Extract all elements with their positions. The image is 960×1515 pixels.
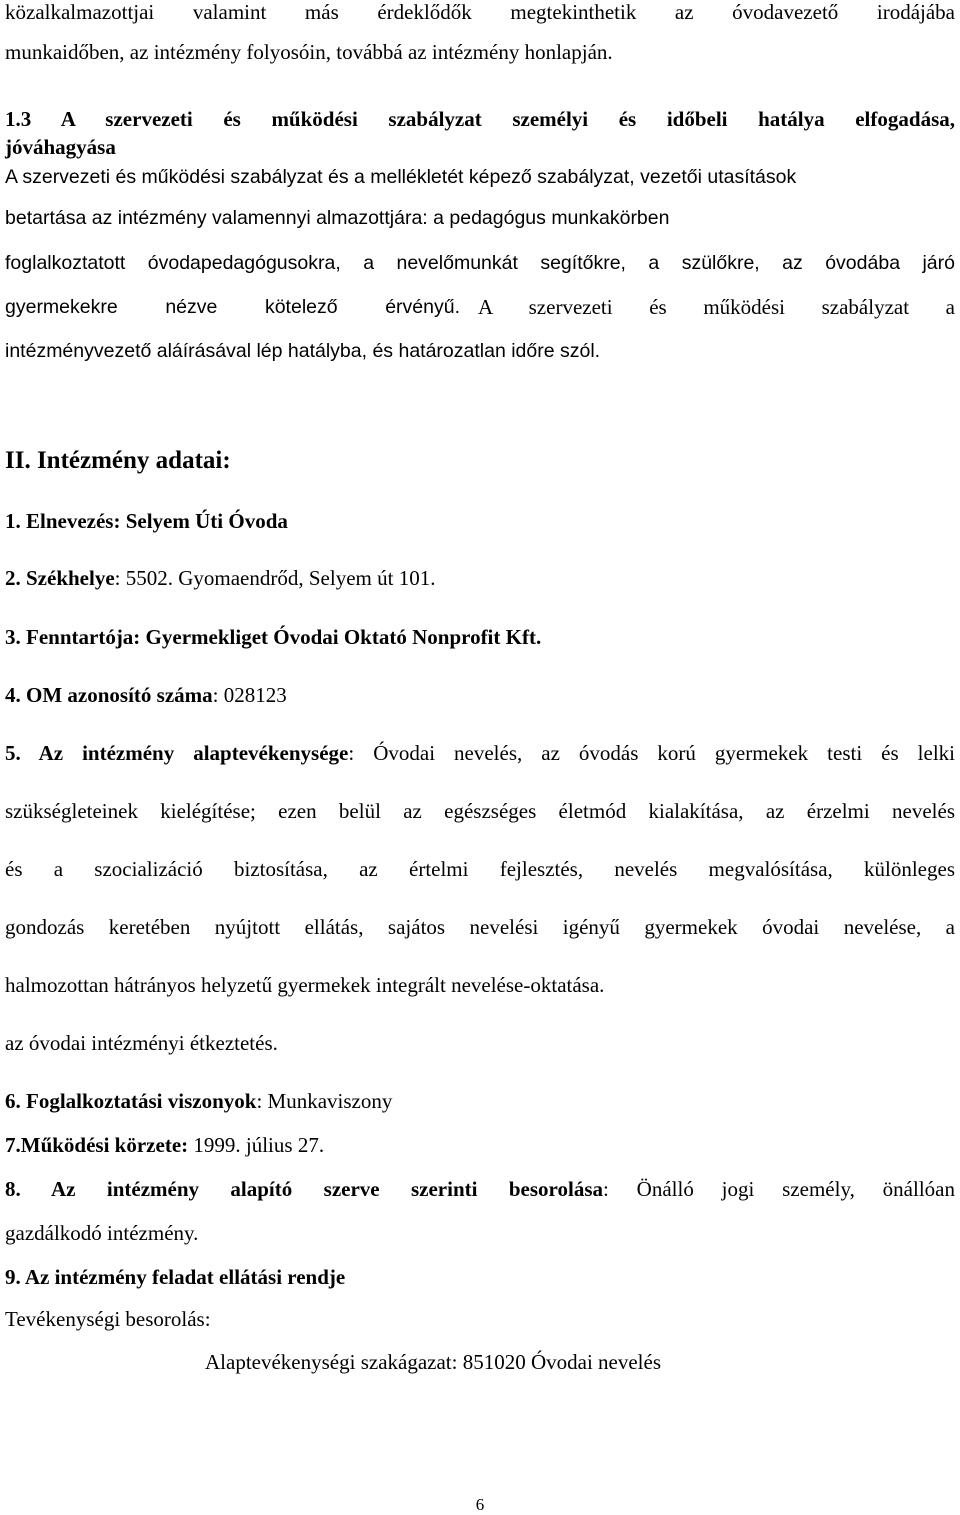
item-value: 1999. július 27. bbox=[188, 1133, 325, 1157]
paragraph-line: gondozás keretében nyújtott ellátás, sajátos nevelési igényű gyermekek óvodai nevelése, a bbox=[5, 915, 955, 939]
item-value: : 028123 bbox=[212, 683, 287, 707]
section-1-3-heading-cont: jóváhagyása bbox=[5, 135, 116, 159]
page-number: 6 bbox=[475, 1495, 485, 1514]
section-1-3-heading: 1.3 A szervezeti és működési szabályzat személyi és időbeli hatálya elfogadása, bbox=[5, 107, 955, 131]
item-8 bbox=[5, 1177, 955, 1201]
paragraph-line: intézményvezető aláírásával lép hatályba, és határozatlan időre szól. bbox=[5, 340, 601, 362]
paragraph-fragment: gyermekekre nézve kötelező érvényű. bbox=[5, 296, 460, 318]
item-6 bbox=[5, 1089, 955, 1113]
paragraph-fragment: A szervezeti és működési szabályzat a bbox=[478, 295, 955, 319]
paragraph-line: halmozottan hátrányos helyzetű gyermekek integrált nevelése-oktatása. bbox=[5, 973, 605, 997]
item-label: 6. Foglalkoztatási viszonyok bbox=[5, 1089, 257, 1113]
item-label: 5. Az intézmény alaptevékenysége bbox=[5, 741, 349, 765]
item-9: 9. Az intézmény feladat ellátási rendje bbox=[5, 1265, 346, 1289]
paragraph-line: foglalkoztatott óvodapedagógusokra, a nevelőmunkát segítőkre, a szülőkre, az óvodába járó bbox=[5, 252, 955, 274]
intro-line-1: közalkalmazottjai valamint más érdeklődők megtekinthetik az óvodavezető irodájába bbox=[5, 0, 955, 24]
item-value: : Munkaviszony bbox=[256, 1089, 393, 1113]
item-label: 8. Az intézmény alapító szerve szerinti besorolása bbox=[5, 1177, 603, 1201]
item-5 bbox=[5, 741, 955, 765]
item-label: 7.Működési körzete: bbox=[5, 1133, 189, 1157]
item-value: : 5502. Gyomaendrőd, Selyem út 101. bbox=[114, 566, 436, 590]
item-label: 4. OM azonosító száma bbox=[5, 683, 213, 707]
item-value: : Önálló jogi személy, önállóan bbox=[603, 1177, 955, 1201]
paragraph-line: A szervezeti és működési szabályzat és a mellékletét képező szabályzat, vezetői utasítások bbox=[5, 166, 797, 188]
item-2 bbox=[5, 566, 955, 590]
intro-line-2: munkaidőben, az intézmény folyosóin, továbbá az intézmény honlapján. bbox=[5, 40, 613, 64]
item-4 bbox=[5, 683, 955, 707]
item-value: : Óvodai nevelés, az óvodás korú gyermekek testi és lelki bbox=[348, 741, 955, 765]
paragraph-line: szükségleteinek kielégítése; ezen belül az egészséges életmód kialakítása, az érzelmi nevelés bbox=[5, 799, 955, 823]
item-value: : Selyem Úti Óvoda bbox=[113, 509, 288, 533]
section-2-title: II. Intézmény adatai: bbox=[5, 447, 231, 474]
item-1 bbox=[5, 509, 955, 533]
item-3: 3. Fenntartója: Gyermekliget Óvodai Oktató Nonprofit Kft. bbox=[5, 625, 542, 649]
paragraph-line bbox=[5, 295, 955, 319]
item-label: 2. Székhelye bbox=[5, 566, 115, 590]
item-label: 1. Elnevezés bbox=[5, 509, 114, 533]
item-7 bbox=[5, 1133, 955, 1157]
paragraph-line: Tevékenységi besorolás: bbox=[5, 1307, 211, 1331]
activity-code-line: Alaptevékenységi szakágazat: 851020 Óvodai nevelés bbox=[205, 1350, 662, 1374]
paragraph-line: gazdálkodó intézmény. bbox=[5, 1221, 199, 1245]
paragraph-line: betartása az intézmény valamennyi almazottjára: a pedagógus munkakörben bbox=[5, 207, 670, 229]
paragraph-line: az óvodai intézményi étkeztetés. bbox=[5, 1031, 278, 1055]
paragraph-line: és a szocializáció biztosítása, az értelmi fejlesztés, nevelés megvalósítása, különleges bbox=[5, 857, 955, 881]
